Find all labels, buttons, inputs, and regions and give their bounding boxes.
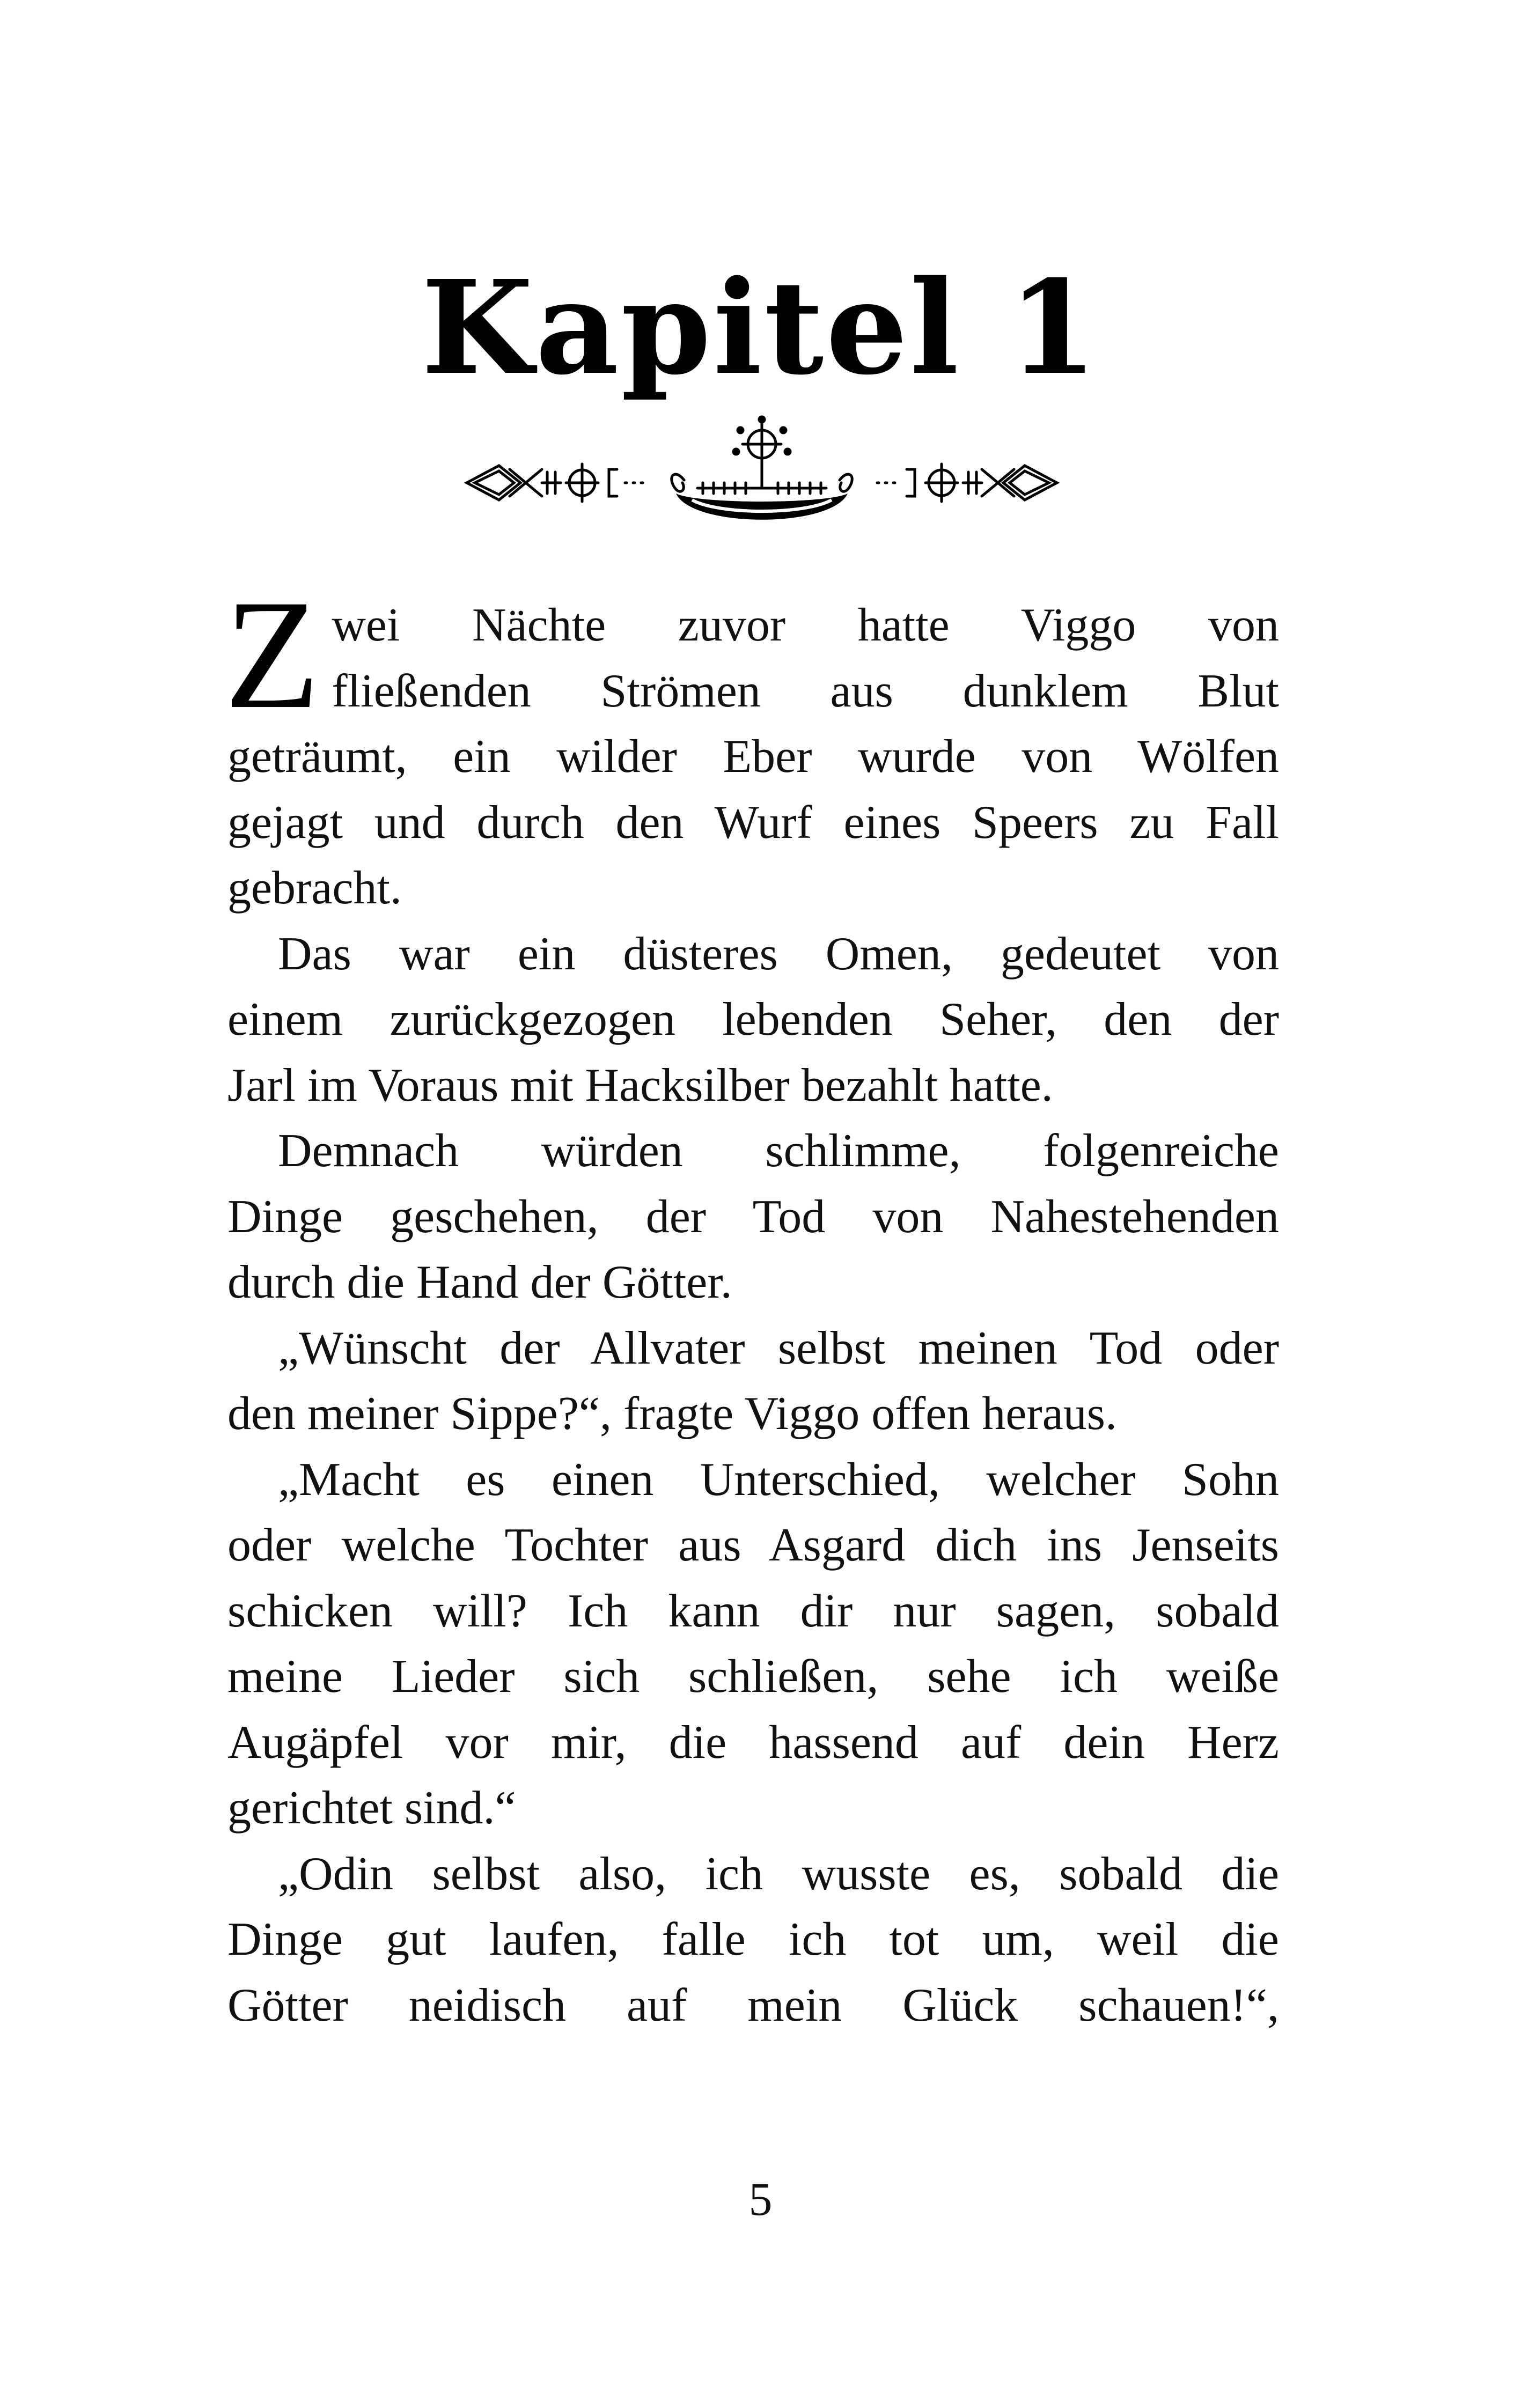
text-line: durch die Hand der Götter. — [227, 1256, 732, 1308]
paragraph — [224, 568, 1279, 922]
text-line: Das war ein düsteres Omen, gedeutet von — [278, 927, 1279, 980]
page-number: 5 — [748, 2174, 773, 2226]
text-line: Dinge gut laufen, falle ich tot um, weil die — [227, 1913, 1279, 1965]
text-line: gejagt und durch den Wurf eines Speers zu Fall — [227, 796, 1279, 849]
text-line: Jarl im Voraus mit Hacksilber bezahlt hatte. — [227, 1059, 1053, 1111]
text-line: oder welche Tochter aus Asgard dich ins Jenseits — [227, 1519, 1279, 1571]
text-line: „Odin selbst also, ich wusste es, sobald die — [278, 1847, 1279, 1900]
paragraph — [227, 1316, 1279, 1447]
text-line: schicken will? Ich kann dir nur sagen, sobald — [227, 1585, 1279, 1637]
text-line: meine Lieder sich schließen, sehe ich weiße — [227, 1651, 1279, 1703]
text-line: Götter neidisch auf mein Glück schauen!“, — [227, 1979, 1279, 2031]
text-line: den meiner Sippe?“, fragte Viggo offen heraus. — [227, 1388, 1117, 1440]
paragraph — [227, 1118, 1279, 1316]
viking-ship-rune-ornament-icon — [461, 408, 1062, 547]
drop-cap: Z — [224, 568, 320, 741]
chapter-body — [224, 568, 1279, 2038]
paragraph — [227, 1842, 1279, 2039]
text-line: gerichtet sind.“ — [227, 1782, 516, 1834]
text-line: „Wünscht der Allvater selbst meinen Tod oder — [278, 1322, 1279, 1374]
text-line: „Macht es einen Unterschied, welcher Sohn — [278, 1453, 1279, 1506]
text-line: Augäpfel vor mir, die hassend auf dein Herz — [227, 1716, 1279, 1769]
text-line: geträumt, ein wilder Eber wurde von Wölfen — [227, 731, 1279, 783]
text-line: fließenden Strömen aus dunklem Blut — [332, 665, 1279, 717]
chapter-title: Kapitel 1 — [421, 252, 1100, 403]
text-line: gebracht. — [227, 862, 402, 914]
paragraph — [227, 922, 1279, 1119]
text-line: einem zurückgezogen lebenden Seher, den der — [227, 993, 1279, 1045]
text-line: Dinge geschehen, der Tod von Nahestehenden — [227, 1190, 1279, 1243]
text-line: Demnach würden schlimme, folgenreiche — [278, 1125, 1279, 1177]
paragraph — [227, 1447, 1279, 1842]
text-line: wei Nächte zuvor hatte Viggo von — [332, 599, 1279, 651]
